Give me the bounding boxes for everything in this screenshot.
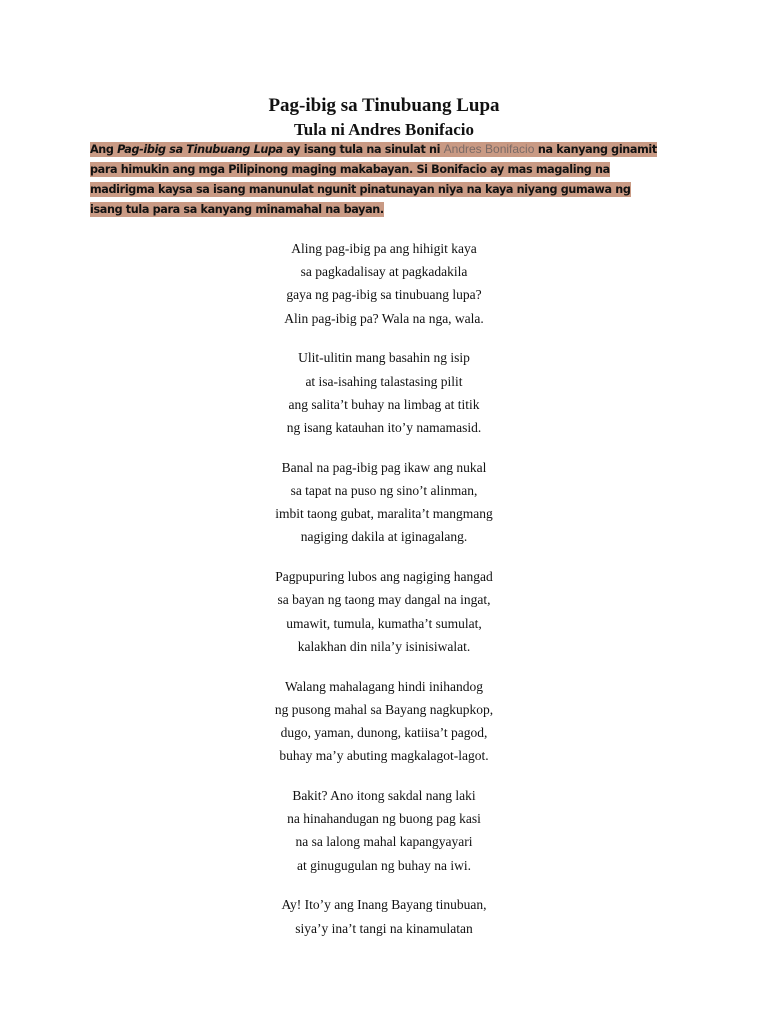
- poem-line: Bakit? Ano itong sakdal nang laki: [292, 788, 476, 804]
- poem-line: imbit taong gubat, maralita’t mangmang: [275, 506, 493, 522]
- intro-text-middle: ay isang tula na sinulat ni: [282, 143, 444, 156]
- author-link[interactable]: Andres Bonifacio: [443, 142, 535, 156]
- poem-line: umawit, tumula, kumatha’t sumulat,: [286, 615, 482, 631]
- poem-line: Aling pag-ibig pa ang hihigit kaya: [291, 241, 477, 256]
- poem-stanza: [0, 893, 768, 939]
- poem-stanza: [0, 237, 768, 330]
- poem-line: ng isang katauhan ito’y namamasid.: [286, 420, 482, 436]
- poem-line: dugo, yaman, dunong, katiisa’t pagod,: [280, 725, 488, 741]
- poem-stanza: [0, 675, 768, 768]
- poem-line: Ay! Ito’y ang Inang Bayang tinubuan,: [281, 897, 487, 913]
- poem-line: Alin pag-ibig pa? Wala na nga, wala.: [284, 310, 484, 326]
- poem-line: sa pagkadalisay at pagkadakila: [300, 264, 468, 280]
- poem-line: Banal na pag-ibig pag ikaw ang nukal: [281, 459, 487, 475]
- document-title: Pag-ibig sa Tinubuang Lupa: [268, 95, 500, 116]
- poem-line: nagiging dakila at iginagalang.: [300, 529, 468, 545]
- poem-line: sa bayan ng taong may dangal na ingat,: [277, 592, 491, 608]
- poem-line: Ulit-ulitin mang basahin ng isip: [298, 350, 470, 366]
- intro-poem-title: Pag-ibig sa Tinubuang Lupa: [117, 143, 283, 156]
- poem-stanza: [0, 565, 768, 658]
- poem-line: Pagpupuring lubos ang nagiging hangad: [275, 569, 493, 585]
- poem-line: na sa lalong mahal kapangyayari: [295, 834, 473, 850]
- intro-highlight: [90, 142, 657, 217]
- poem-stanza: [0, 784, 768, 877]
- poem-line: ng pusong mahal sa Bayang nagkupkop,: [274, 701, 494, 717]
- poem-stanza: [0, 456, 768, 549]
- poem-line: Walang mahalagang hindi inihandog: [285, 678, 483, 694]
- poem-stanza: [0, 346, 768, 439]
- poem-line: at ginugugulan ng buhay na iwi.: [297, 857, 471, 873]
- poem-line: siya’y ina’t tangi na kinamulatan: [295, 920, 473, 936]
- intro-paragraph: [90, 139, 662, 220]
- poem-line: ang salita’t buhay na limbag at titik: [288, 396, 480, 412]
- poem-line: kalakhan din nila’y isinisiwalat.: [297, 638, 471, 654]
- poem-body: [0, 237, 768, 956]
- document-subtitle: Tula ni Andres Bonifacio: [294, 120, 474, 139]
- intro-text-start: Ang: [90, 143, 118, 156]
- poem-line: na hinahandugan ng buong pag kasi: [287, 811, 481, 827]
- poem-line: buhay ma’y abuting magkalagot-lagot.: [279, 748, 489, 764]
- intro-text-end: na kanyang ginamit para himukin ang mga Pilipinong maging makabayan. Si Bonifacio ay mas magaling na madirigma kaysa sa isang manunulat ngunit pinatunayan niya na kaya niyang gumawa ng isang tula para sa kanyang minamahal na bayan.: [90, 143, 657, 216]
- poem-line: at isa-isahing talastasing pilit: [305, 373, 463, 389]
- poem-line: gaya ng pag-ibig sa tinubuang lupa?: [286, 287, 482, 303]
- poem-line: sa tapat na puso ng sino’t alinman,: [290, 483, 478, 499]
